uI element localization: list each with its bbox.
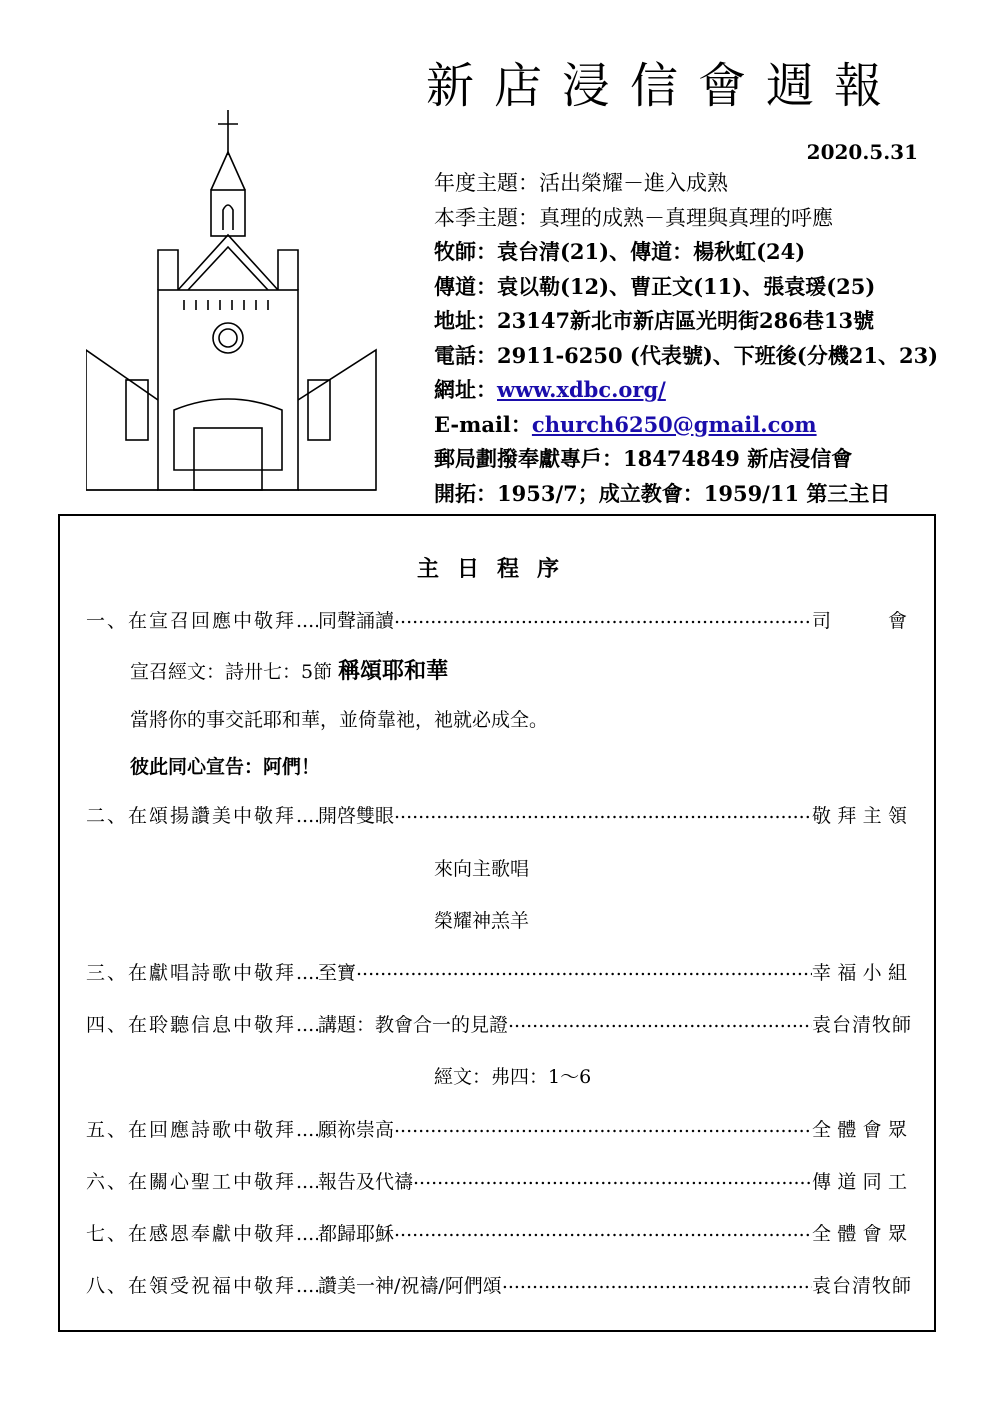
song-3: 榮耀神羔羊 [434,910,530,932]
program-leader: 敬拜主領 [812,804,908,827]
program-leader: 袁台清牧師 [812,1013,913,1036]
ministers: 傳道：袁以勒(12)、曹正文(11)、張袁瑗(25) [434,273,876,299]
season-theme: 本季主題：真理的成熟－真理與真理的呼應 [434,205,833,230]
program-leader: 司 會 [812,609,908,632]
program-box [58,514,936,1332]
bulletin-title: 新店浸信會週報 [426,58,903,114]
program-leader: 袁台清牧師 [812,1274,913,1297]
program-item: 開啓雙眼 [318,804,395,827]
founding-info: 開拓：1953/7；成立教會：1959/11 第三主日 [434,480,891,506]
program-category: 六、在關心聖工中敬拜 ..... [86,1167,318,1194]
program-category: 五、在回應詩歌中敬拜 ..... [86,1115,318,1142]
program-leader: 幸福小組 [812,961,908,984]
church-info [434,166,938,511]
program-category: 四、在聆聽信息中敬拜 ..... [86,1010,318,1037]
program-leader: 全體會眾 [812,1222,908,1245]
program-category: 七、在感恩奉獻中敬拜 ..... [86,1219,318,1246]
program-leader: 全體會眾 [812,1118,908,1141]
scripture: 經文：弗四：1～6 [434,1066,592,1088]
call-scripture: 宣召經文：詩卅七：5節 稱頌耶和華 [130,658,449,684]
program-row-2 [86,799,908,829]
program-leader: 傳道同工 [812,1170,908,1193]
website-label: 網址： [434,377,497,402]
program-row-1 [86,604,908,634]
bulletin-date: 2020.5.31 [806,140,918,164]
program-category: 一、在宣召回應中敬拜 ..... [86,606,318,633]
program-item: 同聲誦讀 [318,609,395,632]
program-category: 三、在獻唱詩歌中敬拜 ..... [86,958,318,985]
annual-theme: 年度主題：活出榮耀－進入成熟 [434,171,728,195]
program-row-6 [86,1165,908,1195]
declaration: 彼此同心宣告：阿們！ [130,756,321,778]
email-label: E-mail： [434,411,532,437]
phone: 電話：2911-6250 (代表號)、下班後(分機21、23) [434,342,939,368]
church-illustration [86,110,386,495]
website-link[interactable]: www.xdbc.org/ [497,377,666,402]
program-row-8 [86,1269,913,1299]
program-category: 二、在頌揚讚美中敬拜 ..... [86,801,318,828]
website-row [434,373,938,408]
pastors: 牧師：袁台清(21)、傳道：楊秋虹(24) [434,239,806,264]
call-verse: 當將你的事交託耶和華，並倚靠祂，祂就必成全。 [130,709,549,731]
call-title: 稱頌耶和華 [338,658,449,684]
program-row-5 [86,1113,908,1143]
program-item: 讚美一神/祝禱/阿們頌 [318,1274,502,1297]
program-item: 願祢崇高 [318,1118,395,1141]
donation-account: 郵局劃撥奉獻專戶：18474849 新店浸信會 [434,446,853,471]
email-link[interactable]: church6250@gmail.com [531,411,817,437]
program-title: 主日程序 [416,556,577,582]
program-row-7 [86,1217,908,1247]
program-item: 報告及代禱 [318,1170,414,1193]
program-category: 八、在領受祝福中敬拜 ..... [86,1271,318,1298]
program-row-3 [86,956,908,986]
address: 地址：23147新北市新店區光明街286巷13號 [434,308,875,333]
email-row [434,408,938,443]
program-item: 都歸耶穌 [318,1222,395,1245]
program-row-4 [86,1008,913,1038]
song-2: 來向主歌唱 [434,858,530,880]
program-item: 講題：教會合一的見證 [318,1013,509,1036]
program-item: 至寶 [318,961,357,984]
